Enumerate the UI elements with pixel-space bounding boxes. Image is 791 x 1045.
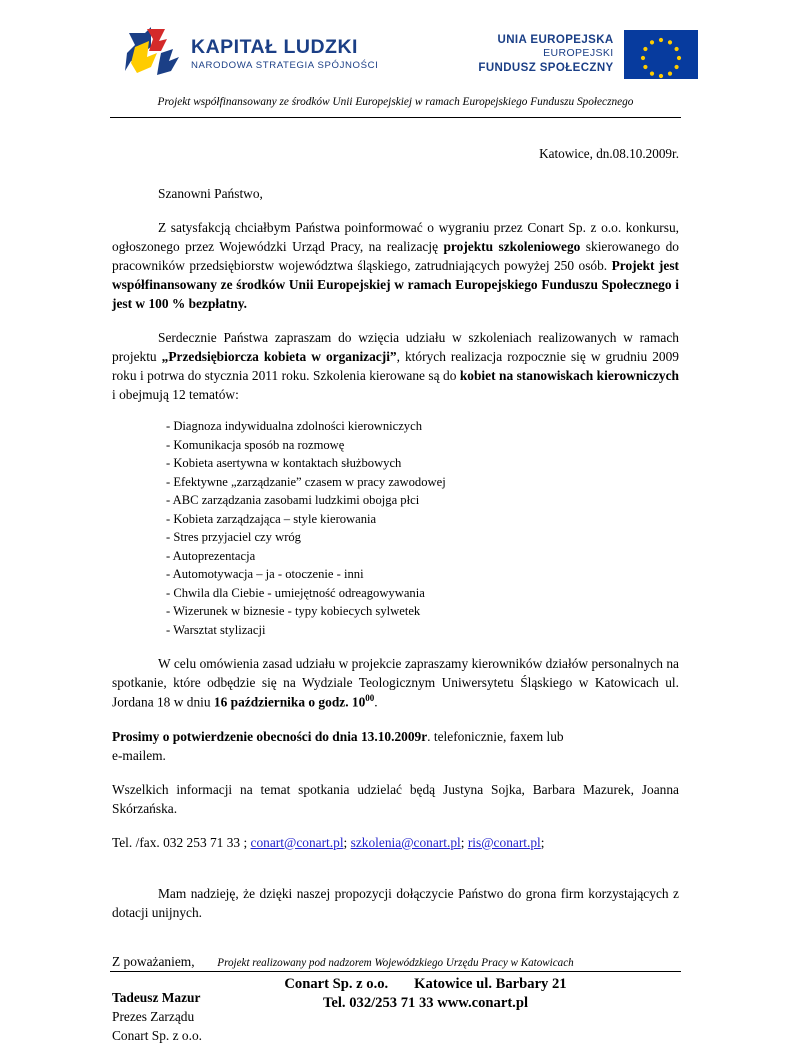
p2-text-c: , których realizacja rozpocznie się w grudniu 2009 roku i potrwa do stycznia 2011 roku. Szkolenia kierowane są do — [112, 348, 680, 383]
paragraph-1 — [112, 218, 679, 313]
p3-text-c: . — [374, 694, 378, 710]
p4-text-a: Prosimy o potwierdzenie obecności do dnia 13.10.2009r — [112, 728, 428, 744]
list-item: - Komunikacja sposób na rozmowę — [166, 437, 345, 452]
letter-salutation: Szanowni Państwo, — [158, 185, 263, 201]
email-link-conart[interactable]: conart@conart.pl — [250, 834, 344, 850]
footer-divider — [110, 971, 681, 972]
list-item: - Chwila dla Ciebie - umiejętność odreagowywania — [166, 585, 425, 600]
list-item: - Diagnoza indywidualna zdolności kierowniczych — [166, 419, 422, 434]
email-end: ; — [540, 834, 545, 850]
header-divider — [110, 117, 681, 118]
kapital-ludzki-mark-icon — [125, 27, 181, 81]
paragraph-6: Mam nadzieję, że dzięki naszej propozycji dołączycie Państwo do grona firm korzystających z dotacji unijnych. — [112, 885, 679, 920]
letter-closing: Z poważaniem, — [112, 953, 195, 969]
list-item: - Automotywacja – ja - otoczenie - inni — [166, 567, 364, 582]
european-union-text — [478, 33, 613, 75]
p3-text-a: W celu omówienia zasad udziału w projekcie zapraszamy kierowników działów personalnych na spotkanie, które odbędzie się na Wydziale Teologicznym Uniwersytetu Śląskiego w Katowicach ul. Jordana 18 w dniu — [112, 656, 679, 710]
paragraph-4 — [112, 727, 679, 765]
kapital-ludzki-subtitle: NARODOWA STRATEGIA SPÓJNOŚCI — [191, 59, 379, 71]
signer-company: Conart Sp. z o.o. — [112, 1027, 203, 1043]
list-item: - Warsztat stylizacji — [166, 622, 266, 637]
paragraph-contacts — [112, 833, 679, 852]
p1-text-b: projektu szkoleniowego — [443, 238, 581, 254]
eu-flag-icon — [624, 30, 698, 79]
kapital-ludzki-logo — [125, 27, 378, 81]
email-link-ris[interactable]: ris@conart.pl — [467, 834, 541, 850]
paragraph-3 — [112, 654, 679, 712]
p4-text-b: . telefonicznie, faxem lub — [427, 728, 564, 744]
signer-role: Prezes Zarządu — [112, 1008, 195, 1024]
list-item: - Kobieta zarządzająca – style kierowania — [166, 511, 377, 526]
european-union-logo — [478, 30, 697, 79]
ue-line-3: FUNDUSZ SPOŁECZNY — [478, 61, 614, 74]
footer-company-address: Katowice ul. Barbary 21 — [414, 975, 567, 992]
header-caption: Projekt współfinansowany ze środków Unii Europejskiej w ramach Europejskiego Funduszu Społecznego — [157, 96, 634, 108]
document-header — [0, 0, 791, 86]
ue-line-1: UNIA EUROPEJSKA — [497, 34, 614, 47]
kapital-ludzki-title: KAPITAŁ LUDZKI — [191, 36, 358, 59]
p2-text-d: kobiet na stanowiskach kierowniczych — [459, 367, 679, 383]
letter-body — [112, 145, 679, 1045]
list-item: - Autoprezentacja — [166, 548, 256, 563]
p1-text-c: skierowanego do pracowników przedsiębiorstw województwa śląskiego, zatrudniających powyżej 250 osób. — [112, 238, 679, 273]
p1-text-a: Z satysfakcją chciałbym Państwa poinformować o wygraniu przez Conart Sp. z o.o. konkursu, ogłoszonego przez Wojewódzki Urząd Pracy, na realizację — [112, 219, 679, 254]
training-topics-list — [166, 417, 679, 639]
ue-line-2: EUROPEJSKI — [543, 47, 614, 60]
paragraph-2 — [112, 328, 679, 404]
signer-name: Tadeusz Mazur — [112, 989, 201, 1005]
paragraph-5: Wszelkich informacji na temat spotkania udzielać będą Justyna Sojka, Barbara Mazurek, Joanna Skórzańska. — [112, 781, 679, 816]
footer-company-name: Conart Sp. z o.o. — [284, 975, 389, 992]
list-item: - Stres przyjaciel czy wróg — [166, 530, 301, 545]
list-item: - Wizerunek w biznesie - typy kobiecych sylwetek — [166, 604, 421, 619]
footer-caption: Projekt realizowany pod nadzorem Wojewódzkiego Urzędu Pracy w Katowicach — [217, 956, 574, 969]
p4-text-c: e-mailem. — [112, 747, 166, 763]
footer-line-1 — [60, 975, 791, 995]
phone-fax-label: Tel. /fax. 032 253 71 33 ; — [112, 834, 251, 850]
p2-text-b: „Przedsiębiorcza kobieta w organizacji” — [161, 348, 397, 364]
list-item: - ABC zarządzania zasobami ludzkimi obojga płci — [166, 493, 420, 508]
p1-text-d: Projekt jest współfinansowany ze środków Unii Europejskiej w ramach Europejskiego Funduszu Społecznego i jest w 100 % bezpłatny. — [112, 257, 679, 311]
p2-text-a: Serdecznie Państwa zapraszam do wzięcia udziału w szkoleniach realizowanych w ramach projektu — [112, 329, 679, 364]
document-footer — [0, 957, 791, 1014]
letter-date: Katowice, dn.08.10.2009r. — [539, 146, 679, 161]
email-separator-2: ; — [460, 834, 468, 850]
kapital-ludzki-wordmark — [191, 37, 378, 71]
p2-text-e: i obejmują 12 tematów: — [112, 387, 239, 403]
footer-line-2: Tel. 032/253 71 33 www.conart.pl — [323, 995, 528, 1012]
list-item: - Kobieta asertywna w kontaktach służbowych — [166, 456, 402, 471]
p3-text-b: 16 października o godz. 10 — [213, 694, 366, 710]
p3-superscript: 00 — [365, 693, 375, 704]
footer-company-info — [0, 975, 791, 1014]
email-link-szkolenia[interactable]: szkolenia@conart.pl — [350, 834, 461, 850]
email-separator-1: ; — [343, 834, 351, 850]
list-item: - Efektywne „zarządzanie” czasem w pracy zawodowej — [166, 474, 446, 489]
